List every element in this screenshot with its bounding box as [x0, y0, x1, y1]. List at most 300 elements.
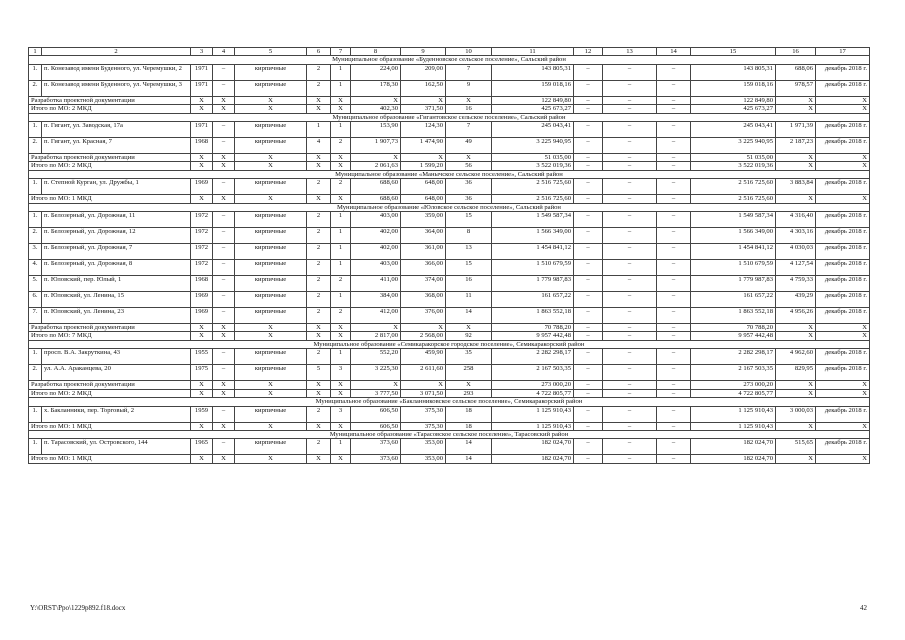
term-cell: декабрь 2018 г.	[816, 276, 870, 292]
col14-cell: –	[657, 455, 691, 463]
address-cell: п. Юловский, пер. Юлый, 1	[42, 276, 191, 292]
col4-cell: –	[213, 308, 235, 324]
living-area-cell: 361,00	[401, 244, 446, 260]
col12-cell: –	[574, 381, 603, 389]
house-row	[29, 179, 870, 195]
material-cell: кирпичные	[235, 292, 307, 308]
term-cell: декабрь 2018 г.	[816, 80, 870, 96]
year-cell: X	[191, 195, 213, 203]
col12-cell: –	[574, 308, 603, 324]
col4-cell: –	[213, 212, 235, 228]
total-area-cell: 411,00	[351, 276, 401, 292]
cost-cell: 2 282 298,17	[492, 349, 574, 365]
residents-cell: 7	[446, 64, 492, 80]
column-number: 1	[29, 48, 42, 56]
cost-cell: 2 167 503,35	[492, 365, 574, 381]
col13-cell: –	[603, 122, 657, 138]
floors-cell: 2	[307, 179, 331, 195]
term-cell: X	[816, 154, 870, 162]
floors-cell: 2	[307, 349, 331, 365]
col4-cell: X	[213, 332, 235, 340]
col4-cell: X	[213, 455, 235, 463]
living-area-cell: 124,30	[401, 122, 446, 138]
column-number: 12	[574, 48, 603, 56]
year-cell: 1972	[191, 244, 213, 260]
col13-cell: –	[603, 389, 657, 397]
living-area-cell: 648,00	[401, 195, 446, 203]
col13-cell: –	[603, 292, 657, 308]
col13-cell: –	[603, 455, 657, 463]
col12-cell: –	[574, 332, 603, 340]
col12-cell: –	[574, 162, 603, 170]
material-cell: X	[235, 105, 307, 113]
floors-cell: 2	[307, 64, 331, 80]
column-number: 6	[307, 48, 331, 56]
entrances-cell: 2	[331, 276, 351, 292]
row-number: 2.	[29, 80, 42, 96]
row-number: 1.	[29, 64, 42, 80]
section-title-row	[29, 56, 870, 64]
page-number: 42	[860, 604, 867, 612]
residents-cell: 11	[446, 292, 492, 308]
col4-cell: –	[213, 406, 235, 422]
living-area-cell: 1 474,90	[401, 138, 446, 154]
address-cell: п. Юловский, ул. Ленина, 23	[42, 308, 191, 324]
floors-cell: 2	[307, 212, 331, 228]
address-cell: п. Белозерный, ул. Дорожная, 7	[42, 244, 191, 260]
col12-cell: –	[574, 179, 603, 195]
material-cell: X	[235, 154, 307, 162]
total-area-cell: 384,00	[351, 292, 401, 308]
total-area-cell: 412,00	[351, 308, 401, 324]
floors-cell: X	[307, 105, 331, 113]
row-label: Итого по МО: 1 МКД	[29, 455, 191, 463]
subtotal-row	[29, 195, 870, 203]
unit-cost-cell: X	[776, 154, 816, 162]
entrances-cell: X	[331, 389, 351, 397]
material-cell: кирпичные	[235, 228, 307, 244]
column-number: 7	[331, 48, 351, 56]
subtotal-row	[29, 455, 870, 463]
col13-cell: –	[603, 179, 657, 195]
term-cell: X	[816, 324, 870, 332]
year-cell: X	[191, 422, 213, 430]
unit-cost-cell: 3 883,84	[776, 179, 816, 195]
living-area-cell: 459,90	[401, 349, 446, 365]
col13-cell: –	[603, 406, 657, 422]
total-cost-cell: 273 000,20	[691, 381, 776, 389]
unit-cost-cell: 4 759,33	[776, 276, 816, 292]
subtotal-row	[29, 389, 870, 397]
row-label: Итого по МО: 7 МКД	[29, 332, 191, 340]
total-area-cell: 3 225,30	[351, 365, 401, 381]
living-area-cell: 353,00	[401, 455, 446, 463]
col4-cell: –	[213, 138, 235, 154]
col13-cell: –	[603, 349, 657, 365]
col4-cell: –	[213, 179, 235, 195]
living-area-cell: 162,50	[401, 80, 446, 96]
entrances-cell: X	[331, 381, 351, 389]
col13-cell: –	[603, 332, 657, 340]
residents-cell: 35	[446, 349, 492, 365]
total-cost-cell: 1 125 910,43	[691, 422, 776, 430]
floors-cell: 2	[307, 292, 331, 308]
cost-cell: 273 000,20	[492, 381, 574, 389]
material-cell: кирпичные	[235, 212, 307, 228]
entrances-cell: X	[331, 324, 351, 332]
floors-cell: 2	[307, 228, 331, 244]
col13-cell: –	[603, 244, 657, 260]
row-number: 6.	[29, 292, 42, 308]
col14-cell: –	[657, 422, 691, 430]
col14-cell: –	[657, 324, 691, 332]
house-row	[29, 276, 870, 292]
floors-cell: 2	[307, 244, 331, 260]
col13-cell: –	[603, 64, 657, 80]
floors-cell: X	[307, 332, 331, 340]
section-title-row	[29, 430, 870, 438]
col12-cell: –	[574, 80, 603, 96]
total-cost-cell: 3 522 019,36	[691, 162, 776, 170]
unit-cost-cell: X	[776, 162, 816, 170]
residents-cell: 9	[446, 80, 492, 96]
column-number: 8	[351, 48, 401, 56]
row-label: Итого по МО: 1 МКД	[29, 195, 191, 203]
row-label: Итого по МО: 2 МКД	[29, 105, 191, 113]
floors-cell: 4	[307, 138, 331, 154]
col13-cell: –	[603, 138, 657, 154]
total-area-cell: 153,90	[351, 122, 401, 138]
col13-cell: –	[603, 96, 657, 104]
total-cost-cell: 2 167 503,35	[691, 365, 776, 381]
residents-cell: 36	[446, 195, 492, 203]
col14-cell: –	[657, 308, 691, 324]
entrances-cell: 1	[331, 244, 351, 260]
col4-cell: –	[213, 80, 235, 96]
column-number: 16	[776, 48, 816, 56]
total-area-cell: 688,60	[351, 195, 401, 203]
term-cell: декабрь 2018 г.	[816, 260, 870, 276]
cost-cell: 182 024,70	[492, 455, 574, 463]
residents-cell: 7	[446, 122, 492, 138]
year-cell: 1972	[191, 228, 213, 244]
year-cell: 1968	[191, 276, 213, 292]
unit-cost-cell: X	[776, 422, 816, 430]
floors-cell: 2	[307, 80, 331, 96]
col4-cell: X	[213, 162, 235, 170]
column-number-row	[29, 48, 870, 56]
col14-cell: –	[657, 389, 691, 397]
column-number: 11	[492, 48, 574, 56]
material-cell: кирпичные	[235, 276, 307, 292]
residents-cell: 258	[446, 365, 492, 381]
floors-cell: 1	[307, 122, 331, 138]
section-title: Муниципальное образование «Манычское сельское поселение», Сальский район	[29, 170, 870, 178]
unit-cost-cell: X	[776, 332, 816, 340]
material-cell: X	[235, 389, 307, 397]
entrances-cell: 1	[331, 228, 351, 244]
year-cell: X	[191, 332, 213, 340]
house-row	[29, 244, 870, 260]
residents-cell: 14	[446, 439, 492, 455]
term-cell: декабрь 2018 г.	[816, 64, 870, 80]
unit-cost-cell: X	[776, 105, 816, 113]
col12-cell: –	[574, 365, 603, 381]
living-area-cell: X	[401, 154, 446, 162]
table-body	[29, 48, 870, 464]
address-cell: п. Белозерный, ул. Дорожная, 11	[42, 212, 191, 228]
living-area-cell: 368,00	[401, 292, 446, 308]
section-title-row	[29, 170, 870, 178]
col14-cell: –	[657, 365, 691, 381]
floors-cell: X	[307, 154, 331, 162]
col4-cell: –	[213, 365, 235, 381]
cost-cell: 9 957 442,48	[492, 332, 574, 340]
col14-cell: –	[657, 162, 691, 170]
floors-cell: X	[307, 324, 331, 332]
row-number: 2.	[29, 228, 42, 244]
address-cell: х. Бакланники, пер. Торговый, 2	[42, 406, 191, 422]
floors-cell: 5	[307, 365, 331, 381]
column-number: 14	[657, 48, 691, 56]
row-number: 1.	[29, 349, 42, 365]
col13-cell: –	[603, 381, 657, 389]
living-area-cell: 364,00	[401, 228, 446, 244]
cost-cell: 4 722 805,77	[492, 389, 574, 397]
year-cell: X	[191, 455, 213, 463]
total-cost-cell: 245 043,41	[691, 122, 776, 138]
living-area-cell: X	[401, 381, 446, 389]
house-row	[29, 122, 870, 138]
col14-cell: –	[657, 105, 691, 113]
floors-cell: 2	[307, 439, 331, 455]
total-cost-cell: 1 510 679,59	[691, 260, 776, 276]
year-cell: 1971	[191, 64, 213, 80]
total-cost-cell: 182 024,70	[691, 455, 776, 463]
row-label: Разработка проектной документации	[29, 154, 191, 162]
col4-cell: –	[213, 276, 235, 292]
section-title: Муниципальное образование «Гигантовское сельское поселение», Сальский район	[29, 113, 870, 121]
col12-cell: –	[574, 439, 603, 455]
col4-cell: –	[213, 292, 235, 308]
total-cost-cell: 159 018,16	[691, 80, 776, 96]
term-cell: X	[816, 381, 870, 389]
cost-cell: 122 849,80	[492, 96, 574, 104]
year-cell: X	[191, 154, 213, 162]
col13-cell: –	[603, 365, 657, 381]
total-area-cell: X	[351, 381, 401, 389]
address-cell: п. Белозерный, ул. Дорожная, 8	[42, 260, 191, 276]
row-label: Разработка проектной документации	[29, 381, 191, 389]
col4-cell: X	[213, 154, 235, 162]
year-cell: X	[191, 162, 213, 170]
living-area-cell: 2 611,60	[401, 365, 446, 381]
year-cell: X	[191, 381, 213, 389]
col12-cell: –	[574, 105, 603, 113]
living-area-cell: X	[401, 324, 446, 332]
col14-cell: –	[657, 179, 691, 195]
col12-cell: –	[574, 422, 603, 430]
floors-cell: 2	[307, 308, 331, 324]
col12-cell: –	[574, 228, 603, 244]
column-number: 15	[691, 48, 776, 56]
design-docs-row	[29, 324, 870, 332]
col14-cell: –	[657, 276, 691, 292]
house-row	[29, 212, 870, 228]
subtotal-row	[29, 422, 870, 430]
address-cell: п. Гигант, ул. Заводская, 17а	[42, 122, 191, 138]
term-cell: X	[816, 332, 870, 340]
col14-cell: –	[657, 228, 691, 244]
house-row	[29, 292, 870, 308]
entrances-cell: X	[331, 105, 351, 113]
row-number: 4.	[29, 260, 42, 276]
living-area-cell: 374,00	[401, 276, 446, 292]
year-cell: 1965	[191, 439, 213, 455]
residents-cell: 15	[446, 212, 492, 228]
living-area-cell: 353,00	[401, 439, 446, 455]
total-cost-cell: 161 657,22	[691, 292, 776, 308]
residents-cell: 15	[446, 260, 492, 276]
unit-cost-cell: 4 316,40	[776, 212, 816, 228]
year-cell: 1971	[191, 122, 213, 138]
material-cell: кирпичные	[235, 80, 307, 96]
col13-cell: –	[603, 105, 657, 113]
residents-cell: 8	[446, 228, 492, 244]
floors-cell: X	[307, 96, 331, 104]
col4-cell: X	[213, 389, 235, 397]
total-cost-cell: 1 549 587,34	[691, 212, 776, 228]
floors-cell: X	[307, 381, 331, 389]
house-row	[29, 406, 870, 422]
term-cell: X	[816, 162, 870, 170]
section-title: Муниципальное образование «Бакланниковское сельское поселение», Семикаракорский район	[29, 398, 870, 406]
unit-cost-cell: 4 127,54	[776, 260, 816, 276]
term-cell: X	[816, 96, 870, 104]
col12-cell: –	[574, 349, 603, 365]
col13-cell: –	[603, 308, 657, 324]
unit-cost-cell: 4 030,03	[776, 244, 816, 260]
house-row	[29, 260, 870, 276]
address-cell: п. Юловский, ул. Ленина, 15	[42, 292, 191, 308]
living-area-cell: 375,30	[401, 406, 446, 422]
design-docs-row	[29, 154, 870, 162]
total-cost-cell: 1 454 841,12	[691, 244, 776, 260]
floors-cell: X	[307, 162, 331, 170]
cost-cell: 425 673,27	[492, 105, 574, 113]
residents-cell: X	[446, 381, 492, 389]
term-cell: X	[816, 389, 870, 397]
entrances-cell: 1	[331, 80, 351, 96]
col14-cell: –	[657, 349, 691, 365]
material-cell: X	[235, 332, 307, 340]
entrances-cell: X	[331, 162, 351, 170]
total-area-cell: 402,00	[351, 228, 401, 244]
residents-cell: X	[446, 154, 492, 162]
living-area-cell: 366,00	[401, 260, 446, 276]
year-cell: 1969	[191, 292, 213, 308]
col12-cell: –	[574, 292, 603, 308]
row-number: 1.	[29, 179, 42, 195]
total-cost-cell: 2 516 725,60	[691, 179, 776, 195]
col13-cell: –	[603, 422, 657, 430]
term-cell: декабрь 2018 г.	[816, 406, 870, 422]
col4-cell: –	[213, 122, 235, 138]
col4-cell: –	[213, 64, 235, 80]
material-cell: кирпичные	[235, 122, 307, 138]
cost-cell: 2 516 725,60	[492, 179, 574, 195]
floors-cell: X	[307, 455, 331, 463]
cost-cell: 161 657,22	[492, 292, 574, 308]
year-cell: 1971	[191, 80, 213, 96]
entrances-cell: 1	[331, 439, 351, 455]
total-area-cell: 3 777,50	[351, 389, 401, 397]
total-area-cell: 688,60	[351, 179, 401, 195]
address-cell: ул. А.А. Араканцева, 20	[42, 365, 191, 381]
row-label: Итого по МО: 2 МКД	[29, 389, 191, 397]
col13-cell: –	[603, 80, 657, 96]
address-cell: п. Конезавод имени Буденного, ул. Черемушки, 2	[42, 64, 191, 80]
row-label: Итого по МО: 1 МКД	[29, 422, 191, 430]
col14-cell: –	[657, 96, 691, 104]
year-cell: X	[191, 324, 213, 332]
total-cost-cell: 1 779 987,83	[691, 276, 776, 292]
col14-cell: –	[657, 260, 691, 276]
row-number: 1.	[29, 439, 42, 455]
unit-cost-cell: 439,29	[776, 292, 816, 308]
material-cell: X	[235, 381, 307, 389]
col13-cell: –	[603, 228, 657, 244]
term-cell: декабрь 2018 г.	[816, 292, 870, 308]
row-label: Итого по МО: 2 МКД	[29, 162, 191, 170]
subtotal-row	[29, 105, 870, 113]
living-area-cell: 209,00	[401, 64, 446, 80]
unit-cost-cell: X	[776, 455, 816, 463]
floors-cell: X	[307, 195, 331, 203]
col4-cell: –	[213, 349, 235, 365]
living-area-cell: 375,30	[401, 422, 446, 430]
col12-cell: –	[574, 244, 603, 260]
entrances-cell: 3	[331, 365, 351, 381]
col12-cell: –	[574, 260, 603, 276]
section-title: Муниципальное образование «Юловское сельское поселение», Сальский район	[29, 203, 870, 211]
col4-cell: X	[213, 195, 235, 203]
col12-cell: –	[574, 96, 603, 104]
living-area-cell: 2 568,00	[401, 332, 446, 340]
section-title: Муниципальное образование «Тарасовское сельское поселение», Тарасовский район	[29, 430, 870, 438]
address-cell: п. Гигант, ул. Красная, 7	[42, 138, 191, 154]
total-cost-cell: 2 282 298,17	[691, 349, 776, 365]
col12-cell: –	[574, 455, 603, 463]
row-number: 1.	[29, 122, 42, 138]
col14-cell: –	[657, 195, 691, 203]
year-cell: 1972	[191, 212, 213, 228]
address-cell: п. Тарасовский, ул. Островского, 144	[42, 439, 191, 455]
material-cell: кирпичные	[235, 308, 307, 324]
house-row	[29, 228, 870, 244]
term-cell: декабрь 2018 г.	[816, 349, 870, 365]
total-cost-cell: 122 849,80	[691, 96, 776, 104]
entrances-cell: X	[331, 154, 351, 162]
total-area-cell: 373,60	[351, 455, 401, 463]
cost-cell: 1 779 987,83	[492, 276, 574, 292]
col4-cell: –	[213, 228, 235, 244]
term-cell: декабрь 2018 г.	[816, 138, 870, 154]
section-title: Муниципальное образование «Буденновское сельское поселение», Сальский район	[29, 56, 870, 64]
section-title-row	[29, 203, 870, 211]
entrances-cell: X	[331, 455, 351, 463]
house-row	[29, 138, 870, 154]
